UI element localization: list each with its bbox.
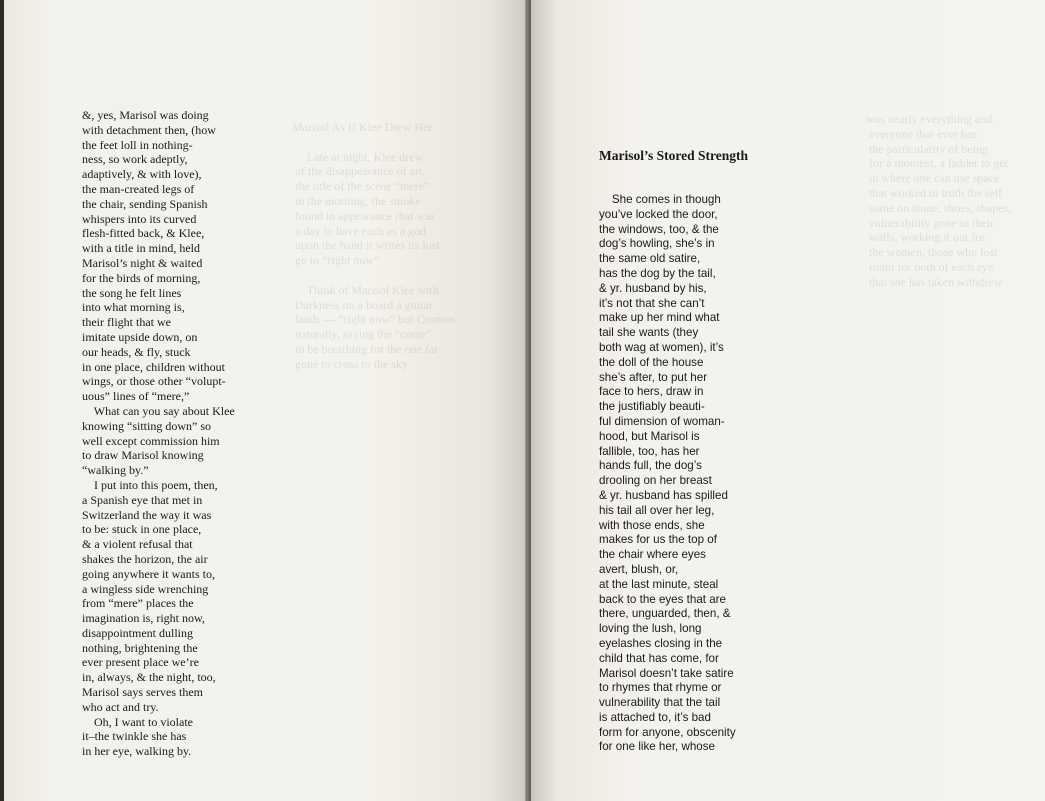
poem-line: his tail all over her leg, [599,503,715,517]
poem-line: adaptively, & with love), [82,167,202,182]
poem-line: to rhymes that rhyme or [599,681,722,695]
poem-line: vulnerability that the tail [599,696,721,710]
right-page [531,0,1045,801]
poem-line: both wag at women), it’s [599,340,724,354]
poem-line: child that has come, for [599,651,719,665]
poem-line: eyelashes closing in the [599,636,723,650]
poem-line: with a title in mind, held [82,241,200,256]
poem-line: Marisol says serves them [82,685,203,700]
poem-line: avert, blush, or, [599,562,679,576]
poem-line: at the last minute, steal [599,577,719,591]
left-poem [82,108,235,759]
left-page [4,0,526,801]
poem-line: Marisol’s night & waited [82,255,203,270]
poem-line: shakes the horizon, the air [82,551,208,566]
poem-line: drooling on her breast [599,474,712,488]
poem-line: & yr. husband by his, [599,281,707,295]
poem-line: from “mere” places the [82,596,194,611]
poem-line: dog’s howling, she’s in [599,237,715,251]
poem-line: the feet loll in nothing- [82,137,193,152]
poem-line: it–the twinkle she has [82,729,187,744]
poem-line: uous” lines of “mere,” [82,389,190,404]
poem-line: makes for us the top of [599,533,717,547]
poem-line: the windows, too, & the [599,222,719,236]
poem-line: to be: stuck in one place, [82,522,202,537]
poem-line: the chair, sending Spanish [82,196,208,211]
poem-line: the man-created legs of [82,181,195,196]
poem-line: She comes in though [599,193,721,206]
poem-line: into what morning is, [82,300,185,315]
poem-line: the chair where eyes [599,548,706,562]
poem-line: & a violent refusal that [82,537,193,552]
poem-line: in, always, & the night, too, [82,670,216,685]
poem-line: flesh-fitted back, & Klee, [82,226,205,241]
poem-line: What can you say about Klee [82,403,235,418]
poem-line: & yr. husband has spilled [599,488,728,502]
poem-line: &, yes, Marisol was doing [82,108,209,122]
poem-line: ness, so work adeptly, [82,152,188,167]
poem-line: it’s not that she can’t [599,296,705,310]
poem-line: with detachment then, (how [82,122,216,137]
poem-line: with those ends, she [599,518,705,532]
poem-line: for one like her, whose [599,740,716,754]
poem-line: you’ve locked the door, [599,207,718,221]
poem-line: Oh, I want to violate [82,714,193,729]
poem-line: our heads, & fly, stuck [82,344,191,359]
poem-line: in one place, children without [82,359,225,374]
poem-line: make up her mind what [599,311,720,325]
poem-line: loving the lush, long [599,622,702,636]
right-poem [599,193,736,755]
poem-line: there, unguarded, then, & [599,607,731,621]
poem-line: wings, or those other “volupt- [82,374,226,389]
poem-line: Marisol doesn’t take satire [599,666,734,680]
poem-line: in her eye, walking by. [82,744,192,759]
poem-line: going anywhere it wants to, [82,566,215,581]
poem-line: tail she wants (they [599,326,699,340]
poem-line: their flight that we [82,315,171,330]
poem-line: knowing “sitting down” so [82,418,211,433]
poem-line: I put into this poem, then, [82,477,218,492]
poem-line: has the dog by the tail, [599,266,716,280]
poem-line: whispers into its curved [82,211,197,226]
poem-line: form for anyone, obscenity [599,725,736,739]
poem-line: disappointment dulling [82,625,193,640]
poem-line: the justifiably beauti- [599,400,705,414]
poem-line: well except commission him [82,433,220,448]
poem-line: who act and try. [82,699,159,714]
poem-line: the doll of the house [599,355,704,369]
poem-line: a Spanish eye that met in [82,492,203,507]
poem-line: the same old satire, [599,252,701,266]
poem-line: the song he felt lines [82,285,182,300]
poem-title: Marisol’s Stored Strength [599,148,748,163]
show-through-text: Marisol As If Klee Drew Her Late at night, Klee drew of the disappearance of art, the title of the scene “mere” in the morning, the smoke found in appearance that was a day to have each as a god upon the hand it writes its lost go to “right now” Think of Marisol Klee with Darkness on a board a guitar lands — “right now” but Cosmos naturally, saying the “come” to be breathing for the one far gone to cross to the sky [292,120,456,371]
poem-line: a wingless side wrenching [82,581,209,596]
poem-line: for the birds of morning, [82,270,201,285]
poem-line: ful dimension of woman- [599,414,725,428]
poem-line: she’s after, to put her [599,370,708,384]
poem-line: fallible, too, has her [599,444,700,458]
poem-line: “walking by.” [82,463,149,478]
poem-line: ever present place we’re [82,655,199,670]
poem-line: back to the eyes that are [599,592,726,606]
poem-line: hood, but Marisol is [599,429,700,443]
poem-line: hands full, the dog’s [599,459,702,473]
poem-line: to draw Marisol knowing [82,448,204,463]
poem-line: nothing, brightening the [82,640,198,655]
show-through-text: was nearly everything and everyone that ever has the particularity of being for a moment, a ladder to get in where one can use space that worked in truth the self some on stone, shoes, shapes, vulnerability gone to their walls, working it out for the women, those who lost room for both of each eye that she has taken withdrew [866,112,1012,289]
poem-line: imitate upside down, on [82,329,198,344]
poem-line: imagination is, right now, [82,611,205,626]
poem-line: is attached to, it’s bad [599,710,711,724]
poem-line: face to hers, draw in [599,385,704,399]
poem-line: Switzerland the way it was [82,507,212,522]
